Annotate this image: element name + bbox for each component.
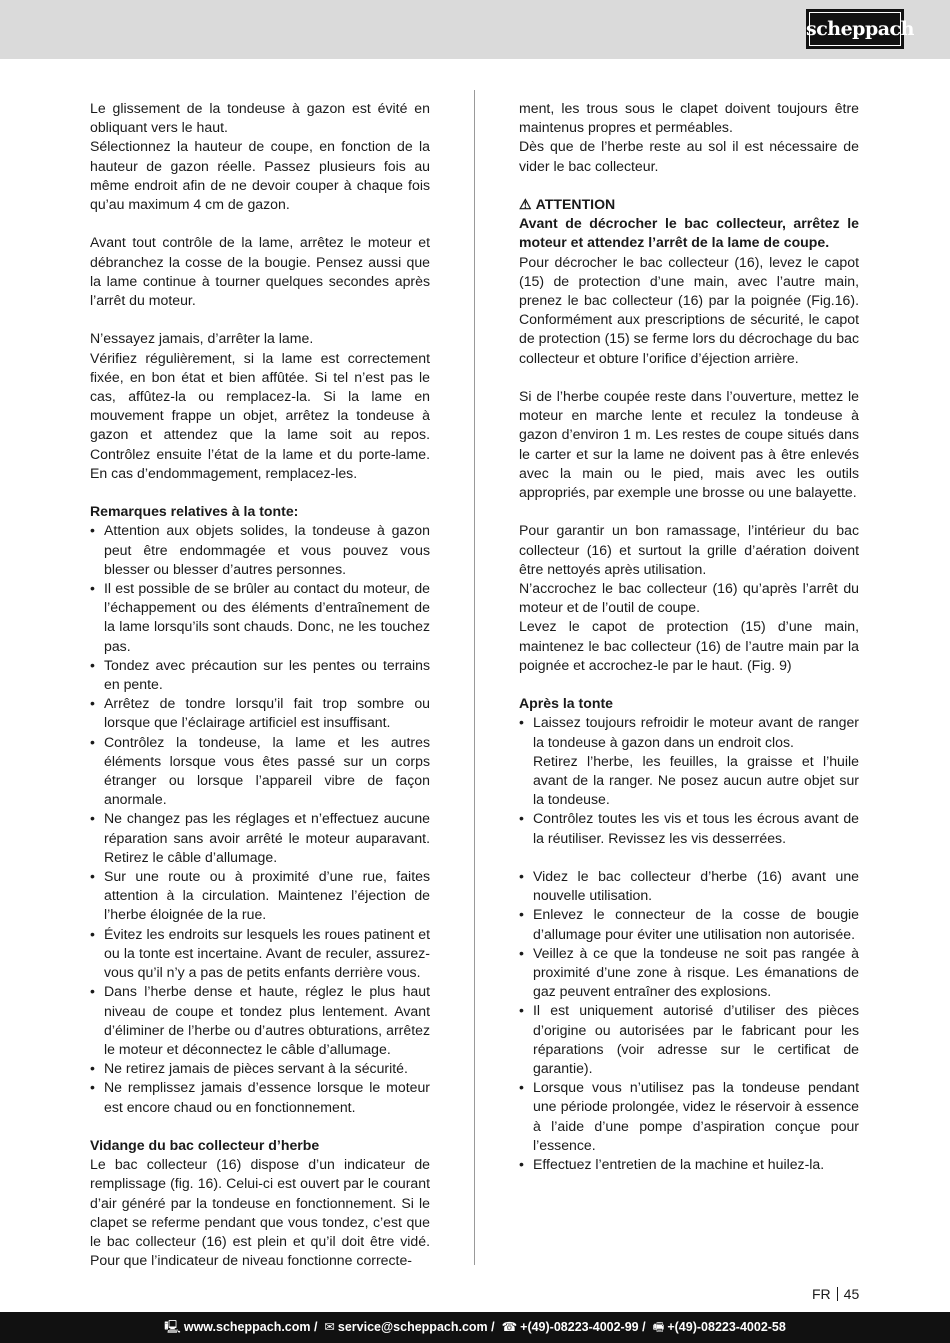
language-code: FR [812,1286,831,1302]
section-heading: Vidange du bac collecteur d’herbe [90,1136,320,1153]
list-item: • Contrôlez toutes les vis et tous les écrous avant de la réutiliser. Revissez les vis desserrées. [519,809,859,847]
paragraph: Avant tout contrôle de la lame, arrêtez le moteur et débranchez la cosse de la bougie. Pensez aussi que la lame continue à tourner quelques secondes après l’arrêt du moteur. [90,234,430,309]
list-item: • Évitez les endroits sur lesquels les roues patinent et ou la tonte est incertaine. Avant de reculer, assurez-vous qu’il n’y a pas de petits enfants derrière vous. [90,925,430,983]
phone-number: +(49)-08223-4002-99 / [520,1320,646,1334]
list-item: • Attention aux objets solides, la tondeuse à gazon peut être endommagée et vous pouvez vous blesser ou blesser d’autres personnes. [90,521,430,579]
list-item: • Il est possible de se brûler au contact du moteur, de l’échappement ou des éléments d’entraînement de la lame lorsqu’ils sont chauds. Donc, ne les touchez pas. [90,579,430,656]
paragraph: N’essayez jamais, d’arrêter la lame. [90,330,314,347]
paragraph: Levez le capot de protection (15) d’une main, maintenez le bac collecteur (16) de l’autre main par la poignée et accrochez-le par le haut. (Fig. 9) [519,618,859,673]
section-heading: Remarques relatives à la tonte: [90,503,299,520]
list-item: • Videz le bac collecteur d’herbe (16) avant une nouvelle utilisation. [519,867,859,905]
email-link[interactable]: service@scheppach.com / [337,1320,495,1334]
list-item: • Arrêtez de tondre lorsqu’il fait trop sombre ou lorsque que l’éclairage artificiel est insuffisant. [90,694,430,732]
paragraph: Dès que de l’herbe reste au sol il est nécessaire de vider le bac collecteur. [519,138,859,174]
list-item: • Dans l’herbe dense et haute, réglez le plus haut niveau de coupe et tondez plus lentement. Avant d’éliminer de l’herbe ou d’autres obturations, arrêtez le moteur et déconnectez le câble d’allumage. [90,982,430,1059]
paragraph: Le bac collecteur (16) dispose d’un indicateur de remplissage (fig. 16). Celui-ci est ouvert par le courant d’air généré par la tondeuse en fonctionnement. Si le clapet se referme pendant que vous tondez, c’est que le bac collecteur (16) est plein et qu’il doit être vidé. Pour que l’indicateur de niveau fonctionne correcte- [90,1156,430,1269]
fax-icon: 🖷 [649,1320,665,1334]
list-item: • Laissez toujours refroidir le moteur avant de ranger la tondeuse à gazon dans un endroit clos. Retirez l’herbe, les feuilles, la graisse et l’huile avant de la ranger. Ne posez aucun autre objet sur la tondeuse. [519,713,859,809]
computer-icon: 🖳 [164,1320,181,1334]
website-link[interactable]: www.scheppach.com / [183,1320,318,1334]
list-item: • Ne changez pas les réglages et n’effectuez aucune réparation sans avoir arrêté le moteur auparavant. Retirez le câble d’allumage. [90,809,430,867]
brand-logo: scheppach [806,9,904,49]
fax-number: +(49)-08223-4002-58 [667,1320,786,1334]
list-item: • Tondez avec précaution sur les pentes ou terrains en pente. [90,656,430,694]
list-item: • Veillez à ce que la tondeuse ne soit pas rangée à proximité d’une zone à risque. Les émanations de gaz peuvent entraîner des explosions. [519,944,859,1002]
list-item: • Lorsque vous n’utilisez pas la tondeuse pendant une période prolongée, videz le réservoir à essence à l’aide d’une pompe d’aspiration conçue pour l’essence. [519,1078,859,1155]
paragraph: Si de l’herbe coupée reste dans l’ouverture, mettez le moteur en marche lente et reculez la tondeuse à gazon d’environ 1 m. Les restes de coupe situés dans le carter et sur la lame ne doivent pas à être enlevés avec la main ou le pied, mais avec les outils appropriés, par exemple une brosse ou une balayette. [519,388,859,501]
paragraph: N’accrochez le bac collecteur (16) qu’après l’arrêt du moteur et de l’outil de coupe. [519,580,859,616]
after-list [519,713,859,847]
attention-text: Avant de décrocher le bac collecteur, arrêtez le moteur et attendez l’arrêt de la lame de coupe. [519,215,859,251]
list-item: • Sur une route ou à proximité d’une rue, faites attention à la circulation. Maintenez l’éjection de l’herbe éloignée de la rue. [90,867,430,925]
list-item: • Ne retirez jamais de pièces servant à la sécurité. [90,1059,430,1078]
paragraph: Pour garantir un bon ramassage, l’intérieur du bac collecteur (16) et surtout la grille d’aération doivent être nettoyés après utilisation. [519,522,859,577]
phone-icon: ☎ [498,1320,518,1334]
paragraph: ment, les trous sous le clapet doivent toujours être maintenus propres et perméables. [519,100,859,136]
paragraph: Pour décrocher le bac collecteur (16), levez le capot (15) de protection d’une main, avec l’autre main, prenez le bac collecteur (16) par la poignée (Fig.16). Conformément aux prescriptions de sécurité, le capot de protection (15) se ferme lors du décrochage du bac collecteur et obture l’orifice d’éjection arrière. [519,253,859,366]
right-column [519,99,859,1174]
list-item: • Enlevez le connecteur de la cosse de bougie d’allumage pour éviter une utilisation non autorisée. [519,905,859,943]
paragraph: Vérifiez régulièrement, si la lame est correctement fixée, en bon état et bien affûtée. Si tel n’est pas le cas, affûtez-la ou remplacez-la. Si la lame en mouvement frappe un objet, arrêtez la tondeuse à gazon et attendez que la lame soit au repos. Contrôlez ensuite l’état de la lame et du porte-lame. En cas d’endommagement, remplacez-les. [90,349,430,481]
footer-bar [0,1312,950,1343]
section-heading: Après la tonte [519,695,613,712]
column-divider [474,90,475,1265]
list-item: • Contrôlez la tondeuse, la lame et les autres éléments lorsque vous êtes passé sur un corps étranger ou lorsque l’appareil vibre de façon anormale. [90,733,430,810]
list-item: • Il est uniquement autorisé d’utiliser des pièces d’origine ou autorisées par le fabricant pour les réparations (voir adresse sur le certificat de garantie). [519,1001,859,1078]
list-item: • Effectuez l’entretien de la machine et huilez-la. [519,1155,859,1174]
page-number [812,1286,859,1302]
remarks-list [90,521,430,1116]
page-number-value: 45 [843,1286,860,1302]
attention-label: ⚠ ATTENTION [519,195,859,214]
mail-icon: ✉ [320,1320,335,1334]
paragraph: Le glissement de la tondeuse à gazon est évité en obliquant vers le haut. [90,100,430,136]
list-item: • Ne remplissez jamais d’essence lorsque le moteur est encore chaud ou en fonctionnement. [90,1078,430,1116]
left-column [90,99,430,1270]
warning-icon: ⚠ [519,196,532,212]
paragraph: Sélectionnez la hauteur de coupe, en fonction de la hauteur de gazon réelle. Passez plusieurs fois au même endroit afin de ne devoir couper à chaque fois qu’au maximum 4 cm de gazon. [90,138,430,213]
storage-list [519,867,859,1174]
